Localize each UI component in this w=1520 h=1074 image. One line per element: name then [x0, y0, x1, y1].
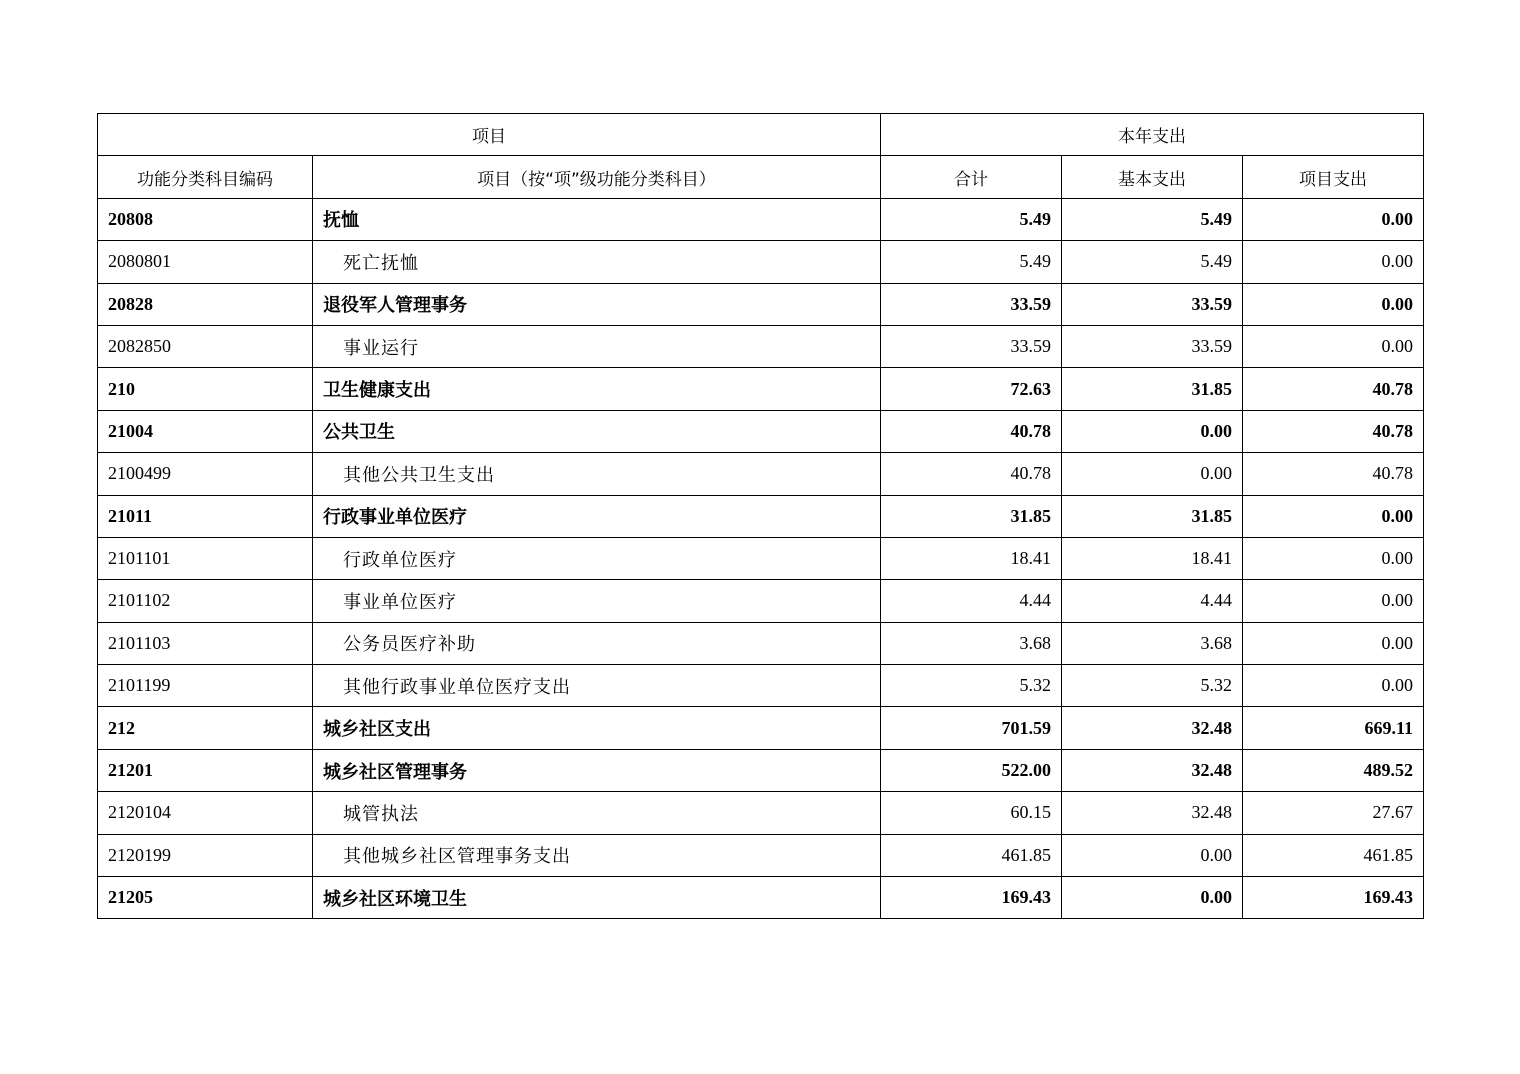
row-total: 5.49 — [881, 241, 1062, 283]
row-total: 4.44 — [881, 580, 1062, 622]
row-basic: 31.85 — [1062, 495, 1243, 537]
row-total: 5.49 — [881, 198, 1062, 240]
row-basic: 32.48 — [1062, 792, 1243, 834]
row-name: 城乡社区支出 — [313, 707, 881, 749]
row-name: 城乡社区管理事务 — [313, 749, 881, 791]
row-total: 169.43 — [881, 877, 1062, 919]
row-code: 2120199 — [98, 834, 313, 876]
row-code: 212 — [98, 707, 313, 749]
row-name: 其他城乡社区管理事务支出 — [313, 834, 881, 876]
row-basic: 4.44 — [1062, 580, 1243, 622]
row-name: 抚恤 — [313, 198, 881, 240]
row-basic: 5.49 — [1062, 241, 1243, 283]
row-basic: 0.00 — [1062, 453, 1243, 495]
row-basic: 3.68 — [1062, 622, 1243, 664]
row-project: 0.00 — [1243, 495, 1424, 537]
table-row — [98, 792, 1424, 834]
row-code: 21004 — [98, 410, 313, 452]
table-row — [98, 368, 1424, 410]
row-code: 21011 — [98, 495, 313, 537]
table-row — [98, 749, 1424, 791]
row-basic: 32.48 — [1062, 749, 1243, 791]
row-total: 3.68 — [881, 622, 1062, 664]
row-total: 33.59 — [881, 283, 1062, 325]
row-code: 20828 — [98, 283, 313, 325]
row-total: 18.41 — [881, 537, 1062, 579]
row-total: 60.15 — [881, 792, 1062, 834]
row-project: 40.78 — [1243, 453, 1424, 495]
row-basic: 32.48 — [1062, 707, 1243, 749]
expenditure-table — [97, 113, 1424, 919]
row-project: 0.00 — [1243, 198, 1424, 240]
header-row-group — [98, 114, 1424, 156]
row-project: 461.85 — [1243, 834, 1424, 876]
table-row — [98, 283, 1424, 325]
table-row — [98, 241, 1424, 283]
row-code: 2100499 — [98, 453, 313, 495]
table-row — [98, 453, 1424, 495]
row-basic: 5.32 — [1062, 665, 1243, 707]
row-code: 21205 — [98, 877, 313, 919]
row-code: 210 — [98, 368, 313, 410]
row-project: 669.11 — [1243, 707, 1424, 749]
row-name: 行政单位医疗 — [313, 537, 881, 579]
row-name: 城乡社区环境卫生 — [313, 877, 881, 919]
row-project: 0.00 — [1243, 580, 1424, 622]
table-row — [98, 325, 1424, 367]
row-basic: 33.59 — [1062, 283, 1243, 325]
table-row — [98, 580, 1424, 622]
row-project: 40.78 — [1243, 368, 1424, 410]
row-name: 卫生健康支出 — [313, 368, 881, 410]
row-name: 其他行政事业单位医疗支出 — [313, 665, 881, 707]
row-project: 489.52 — [1243, 749, 1424, 791]
row-name: 公务员医疗补助 — [313, 622, 881, 664]
row-project: 0.00 — [1243, 622, 1424, 664]
row-basic: 0.00 — [1062, 410, 1243, 452]
row-project: 0.00 — [1243, 665, 1424, 707]
row-code: 2101199 — [98, 665, 313, 707]
row-basic: 0.00 — [1062, 834, 1243, 876]
row-name: 死亡抚恤 — [313, 241, 881, 283]
row-basic: 31.85 — [1062, 368, 1243, 410]
row-basic: 5.49 — [1062, 198, 1243, 240]
row-total: 33.59 — [881, 325, 1062, 367]
header-code: 功能分类科目编码 — [98, 156, 313, 198]
row-total: 40.78 — [881, 410, 1062, 452]
row-total: 461.85 — [881, 834, 1062, 876]
table-row — [98, 877, 1424, 919]
row-name: 事业单位医疗 — [313, 580, 881, 622]
row-total: 522.00 — [881, 749, 1062, 791]
table-row — [98, 410, 1424, 452]
row-project: 169.43 — [1243, 877, 1424, 919]
row-name: 其他公共卫生支出 — [313, 453, 881, 495]
header-name: 项目（按“项”级功能分类科目） — [313, 156, 881, 198]
row-project: 27.67 — [1243, 792, 1424, 834]
row-code: 20808 — [98, 198, 313, 240]
table-row — [98, 495, 1424, 537]
header-basic: 基本支出 — [1062, 156, 1243, 198]
row-total: 72.63 — [881, 368, 1062, 410]
table-body — [98, 114, 1424, 919]
header-item-group: 项目 — [98, 114, 881, 156]
table-row — [98, 622, 1424, 664]
row-total: 40.78 — [881, 453, 1062, 495]
row-total: 701.59 — [881, 707, 1062, 749]
row-name: 行政事业单位医疗 — [313, 495, 881, 537]
row-code: 2101102 — [98, 580, 313, 622]
table-row — [98, 707, 1424, 749]
header-project: 项目支出 — [1243, 156, 1424, 198]
table-row — [98, 537, 1424, 579]
table-row — [98, 665, 1424, 707]
header-row-columns — [98, 156, 1424, 198]
row-project: 0.00 — [1243, 537, 1424, 579]
header-total: 合计 — [881, 156, 1062, 198]
header-year-group: 本年支出 — [881, 114, 1424, 156]
row-basic: 18.41 — [1062, 537, 1243, 579]
row-name: 退役军人管理事务 — [313, 283, 881, 325]
row-project: 0.00 — [1243, 325, 1424, 367]
row-total: 5.32 — [881, 665, 1062, 707]
row-code: 2082850 — [98, 325, 313, 367]
row-code: 2120104 — [98, 792, 313, 834]
row-name: 事业运行 — [313, 325, 881, 367]
row-name: 城管执法 — [313, 792, 881, 834]
table-row — [98, 834, 1424, 876]
row-code: 2101103 — [98, 622, 313, 664]
row-basic: 0.00 — [1062, 877, 1243, 919]
row-code: 21201 — [98, 749, 313, 791]
row-code: 2101101 — [98, 537, 313, 579]
row-project: 0.00 — [1243, 283, 1424, 325]
row-name: 公共卫生 — [313, 410, 881, 452]
row-total: 31.85 — [881, 495, 1062, 537]
row-project: 40.78 — [1243, 410, 1424, 452]
row-code: 2080801 — [98, 241, 313, 283]
table-row — [98, 198, 1424, 240]
row-basic: 33.59 — [1062, 325, 1243, 367]
row-project: 0.00 — [1243, 241, 1424, 283]
